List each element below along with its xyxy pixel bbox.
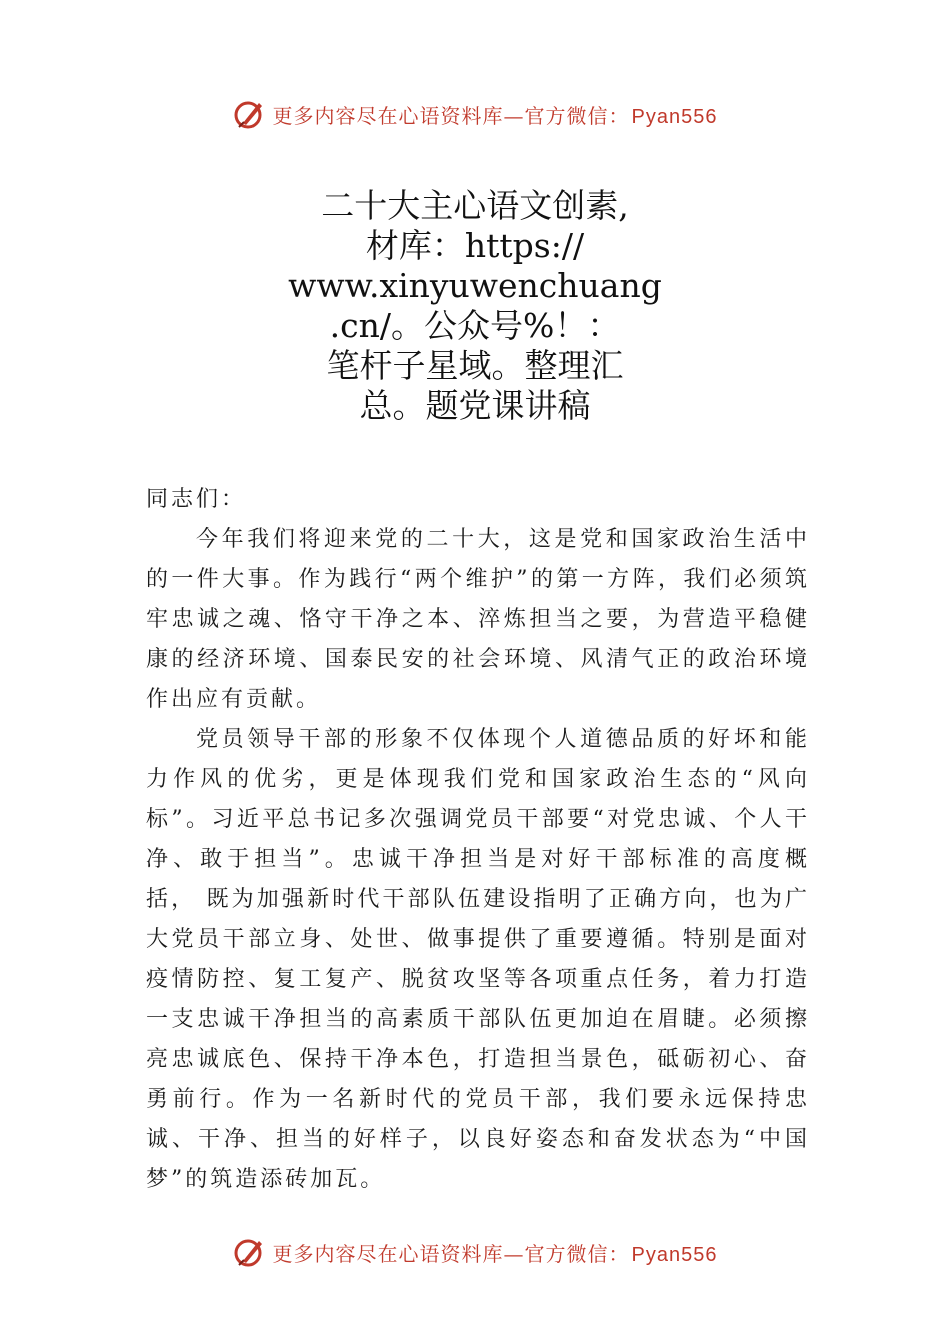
banner-text xyxy=(273,100,718,129)
header-banner xyxy=(0,94,950,134)
greeting: 同志们： xyxy=(146,487,247,512)
quill-logo-icon xyxy=(233,1235,267,1269)
document-body xyxy=(146,480,810,1200)
banner-wechat-label: 官方微信： xyxy=(524,103,630,128)
footer-banner xyxy=(0,1232,950,1272)
title-line: .cn/。公众号%！： xyxy=(329,306,621,345)
banner-text xyxy=(273,1238,718,1267)
title-line: 总。题党课讲稿 xyxy=(359,386,591,425)
paragraph: 今年我们将迎来党的二十大，这是党和国家政治生活中的一件大事。作为践行“两个维护”的第一方阵，我们必须筑牢忠诚之魂、恪守干净之本、淬炼担当之要，为营造平稳健康的经济环境、国泰民安的社会环境、风清气正的政治环境作出应有贡献。 xyxy=(146,527,810,712)
title-line: 材库：https:// xyxy=(365,226,585,265)
banner-wechat-id: Pyan556 xyxy=(631,105,718,128)
quill-logo-icon xyxy=(233,97,267,131)
banner-wechat-label: 官方微信： xyxy=(524,1241,630,1266)
banner-wechat-id: Pyan556 xyxy=(631,1243,718,1266)
banner-dash: — xyxy=(503,103,525,128)
banner-main-text: 更多内容尽在心语资料库 xyxy=(272,1241,504,1266)
title-line: 笔杆子星域。整理汇 xyxy=(326,346,624,385)
paragraph: 党员领导干部的形象不仅体现个人道德品质的好坏和能力作风的优劣，更是体现我们党和国家政治生态的“风向标”。习近平总书记多次强调党员干部要“对党忠诚、个人干净、敢于担当”。忠诚干净担当是对好干部标准的高度概括， 既为加强新时代干部队伍建设指明了正确方向，也为广大党员干部立身、处世、做事提供了重要遵循。特别是面对疫情防控、复工复产、脱贫攻坚等各项重点任务，着力打造一支忠诚干净担当的高素质干部队伍更加迫在眉睫。必须擦亮忠诚底色、保持干净本色，打造担当景色，砥砺初心、奋勇前行。作为一名新时代的党员干部，我们要永远保持忠诚、干净、担当的好样子，以良好姿态和奋发状态为“中国梦”的筑造添砖加瓦。 xyxy=(146,727,810,1192)
banner-dash: — xyxy=(503,1241,525,1266)
title-line: 二十大主心语文创素, xyxy=(321,186,629,225)
banner-main-text: 更多内容尽在心语资料库 xyxy=(272,103,504,128)
document-title xyxy=(0,186,950,426)
title-line: www.xinyuwenchuang xyxy=(288,266,662,305)
